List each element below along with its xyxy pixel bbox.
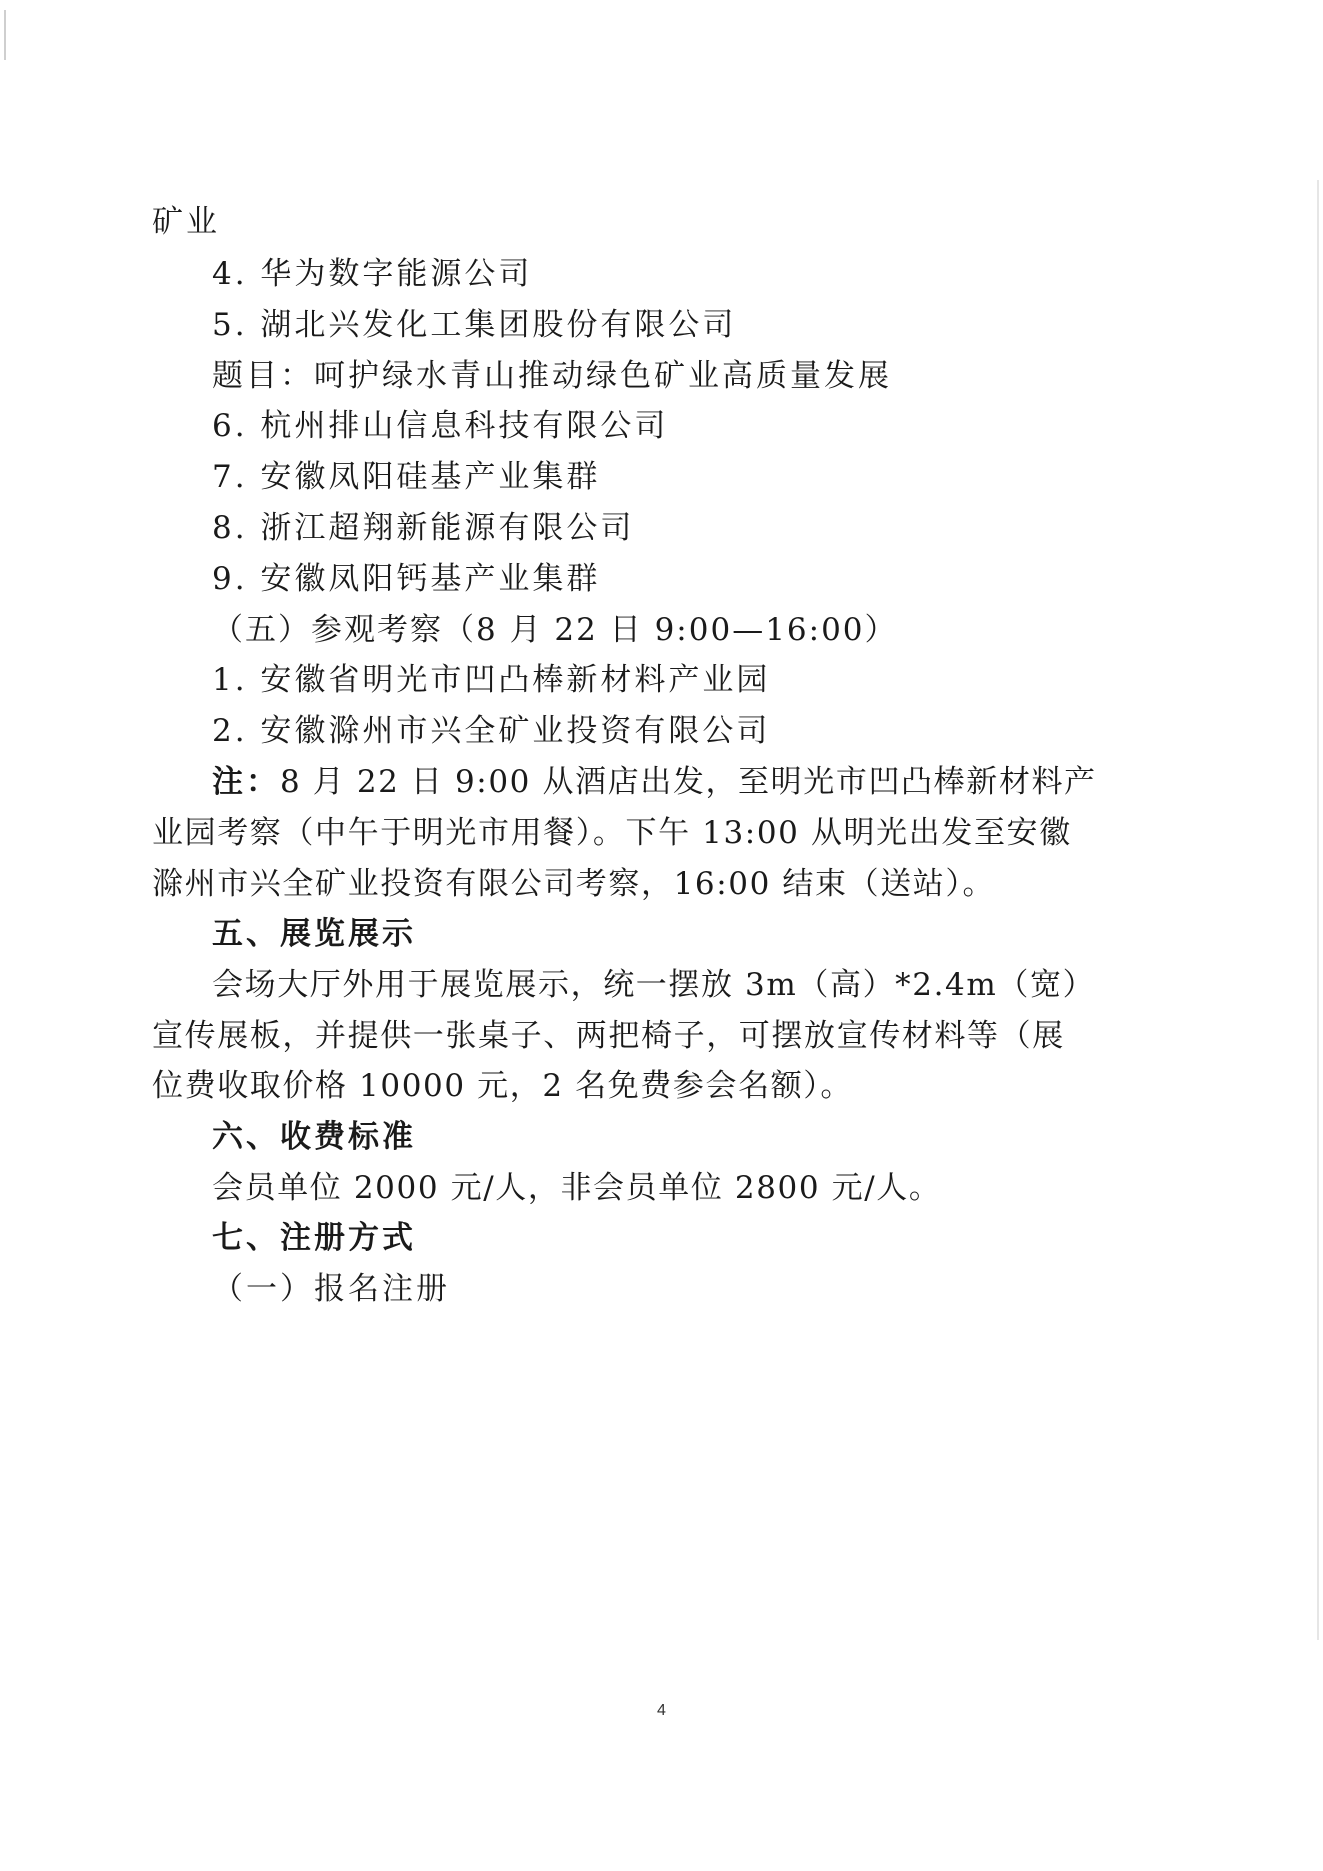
exhibition-text-line: 宣传展板，并提供一张桌子、两把椅子，可摆放宣传材料等（展 [152, 1018, 1065, 1054]
section-heading-registration: 七、注册方式 [212, 1220, 416, 1256]
list-item: 7. 安徽凤阳硅基产业集群 [212, 459, 601, 495]
note-label: 注： [212, 764, 280, 800]
topic-line: 题目：呵护绿水青山推动绿色矿业高质量发展 [212, 358, 892, 394]
continuation-text: 矿业 [152, 204, 220, 240]
list-item: 9. 安徽凤阳钙基产业集群 [212, 561, 601, 597]
scan-edge-right [1317, 180, 1319, 1640]
fees-text: 会员单位 2000 元/人，非会员单位 2800 元/人。 [212, 1170, 942, 1206]
list-item: 5. 湖北兴发化工集团股份有限公司 [212, 307, 737, 343]
page-number: 4 [657, 1702, 666, 1719]
list-item: 6. 杭州排山信息科技有限公司 [212, 408, 669, 444]
list-item: 2. 安徽滁州市兴全矿业投资有限公司 [212, 713, 771, 749]
exhibition-text-line: 会场大厅外用于展览展示，统一摆放 3m（高）*2.4m（宽） [212, 967, 1096, 1003]
section-heading-fees: 六、收费标准 [212, 1119, 416, 1155]
exhibition-text-line: 位费收取价格 10000 元，2 名免费参会名额）。 [152, 1068, 853, 1104]
note-line [212, 762, 1097, 802]
list-item: 4. 华为数字能源公司 [212, 256, 533, 292]
scan-edge-left [4, 10, 6, 60]
note-text: 8 月 22 日 9:00 从酒店出发，至明光市凹凸棒新材料产 [280, 764, 1097, 800]
section-heading-exhibition: 五、展览展示 [212, 916, 416, 952]
note-line: 滁州市兴全矿业投资有限公司考察，16:00 结束（送站）。 [152, 866, 996, 902]
list-item: 1. 安徽省明光市凹凸棒新材料产业园 [212, 662, 771, 698]
list-item: 8. 浙江超翔新能源有限公司 [212, 510, 635, 546]
subheading-registration: （一）报名注册 [212, 1271, 450, 1307]
note-line: 业园考察（中午于明光市用餐）。下午 13:00 从明光出发至安徽 [152, 815, 1072, 851]
section-heading-visit: （五）参观考察（8 月 22 日 9:00—16:00） [212, 612, 898, 648]
